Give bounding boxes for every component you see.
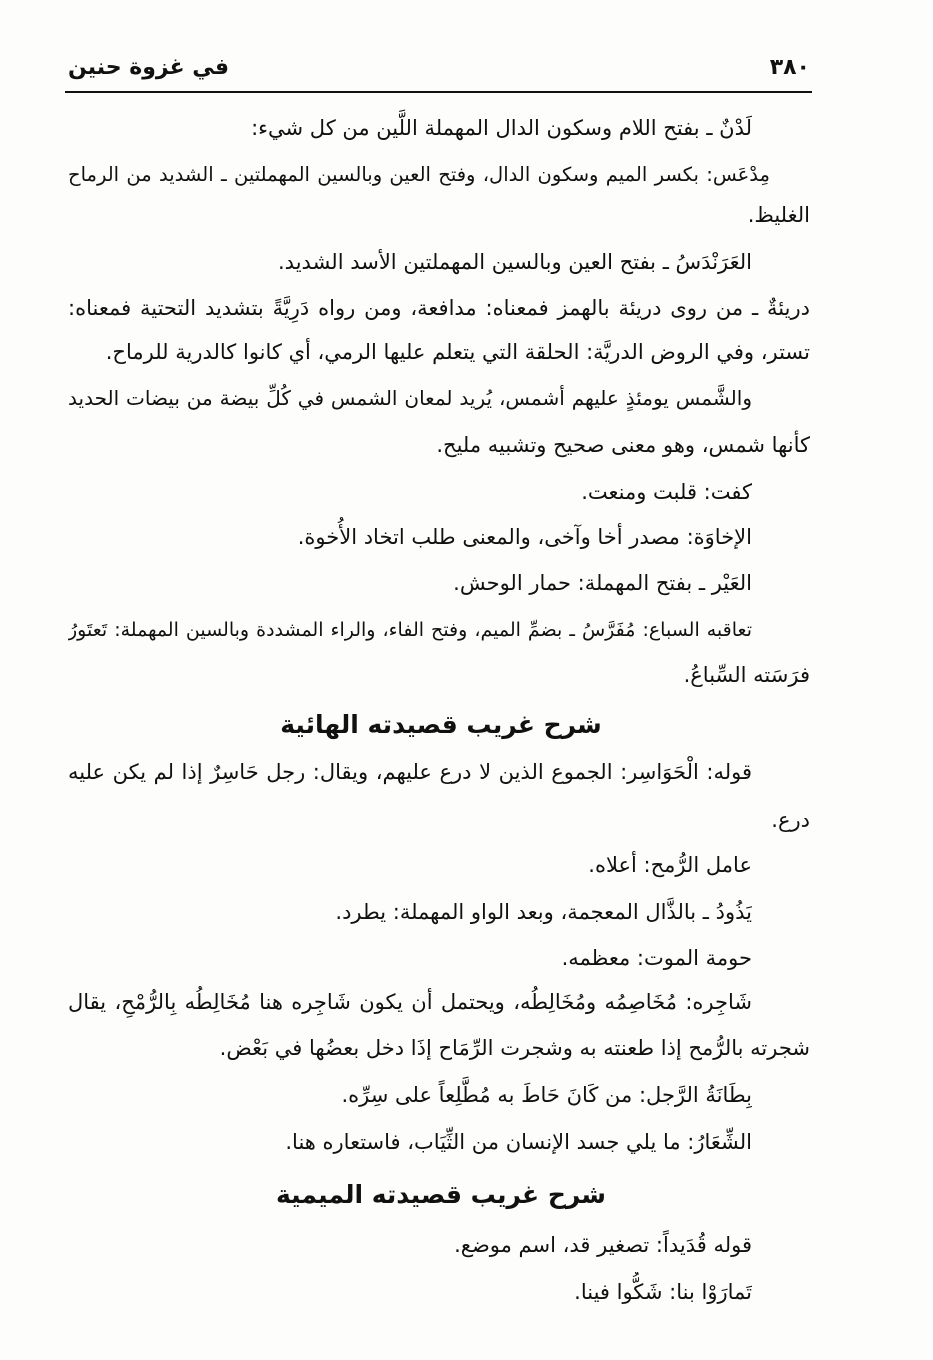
text-line: شجرته بالرُّمح إذا طعنته به وشجرت الرِّمَاح إذَا دخل بعضُها في بَعْض. [219, 1036, 810, 1060]
text-line: والشَّمس يومئذٍ عليهم أشمس، يُريد لمعان الشمس في كُلِّ بيضة من بيضات الحديد [68, 386, 752, 410]
page-number: ٣٨٠ [769, 55, 810, 80]
running-title: في غزوة حنين [68, 55, 229, 80]
text-line: تستر، وفي الروض الدريَّة: الحلقة التي يتعلم عليها الرمي، أي كانوا كالدرية للرماح. [105, 340, 810, 364]
text-line: تعاقبه السباع: مُفَرَّسُ ـ بضمِّ الميم، وفتح الفاء، والراء المشددة وبالسين المهملة: تَعتَورُ [68, 619, 752, 641]
text-line: كأنها شمس، وهو معنى صحيح وتشبيه مليح. [436, 433, 810, 457]
text-line: الإخاوَة: مصدر أخا وآخى، والمعنى طلب اتخاد الأُخوة. [297, 525, 752, 549]
text-line: تَمارَوْا بنا: شَكُّوا فينا. [574, 1280, 752, 1304]
text-line: مِدْعَس: بكسر الميم وسكون الدال، وفتح العين وبالسين المهملتين ـ الشديد من الرماح [68, 163, 770, 186]
text-line: عامل الرُّمح: أعلاه. [588, 853, 752, 877]
text-line: فرَسَته السِّباعُ. [683, 663, 810, 687]
text-line: يَذُودُ ـ بالذَّال المعجمة، وبعد الواو المهملة: يطرد. [335, 900, 752, 924]
text-line: دريئةٌ ـ من روى دريئة بالهمز فمعناه: مدافعة، ومن رواه دَرِيَّةً بتشديد التحتية فمعناه: [68, 296, 810, 320]
text-line: قوله قُدَيداً: تصغير قد، اسم موضع. [454, 1233, 752, 1257]
text-line: الشِّعَارُ: ما يلي جسد الإنسان من الثِّيَاب، فاستعاره هنا. [285, 1130, 752, 1154]
text-line: العَيْر ـ بفتح المهملة: حمار الوحش. [453, 571, 752, 595]
text-line: العَرَنْدَسُ ـ بفتح العين وبالسين المهملتين الأسد الشديد. [278, 250, 752, 274]
text-line: قوله: الْحَوَاسِر: الجموع الذين لا درع عليهم، ويقال: رجل حَاسِرٌ إذا لم يكن عليه [68, 760, 752, 784]
text-line: لَدْنٌ ـ بفتح اللام وسكون الدال المهملة اللَّين من كل شيء: [251, 116, 752, 140]
header-rule [65, 91, 812, 93]
text-line: الغليظ. [747, 203, 810, 227]
text-line: كفت: قلبت ومنعت. [581, 480, 752, 504]
section-heading: شرح غريب قصيدته الميمية [276, 1180, 606, 1209]
text-line: شَاجِره: مُخَاصِمُه ومُخَالِطُه، ويحتمل أن يكون شَاجِره هنا مُخَالِطُه بِالرُّمْحِ، يقال [68, 990, 752, 1014]
text-line: حومة الموت: معظمه. [561, 946, 752, 970]
section-heading: شرح غريب قصيدته الهائية [280, 710, 602, 739]
text-line: بِطَانَةُ الرَّجل: من كَانَ حَاطَ به مُطَّلِعاً على سِرِّه. [341, 1083, 752, 1107]
text-line: درع. [771, 808, 810, 832]
